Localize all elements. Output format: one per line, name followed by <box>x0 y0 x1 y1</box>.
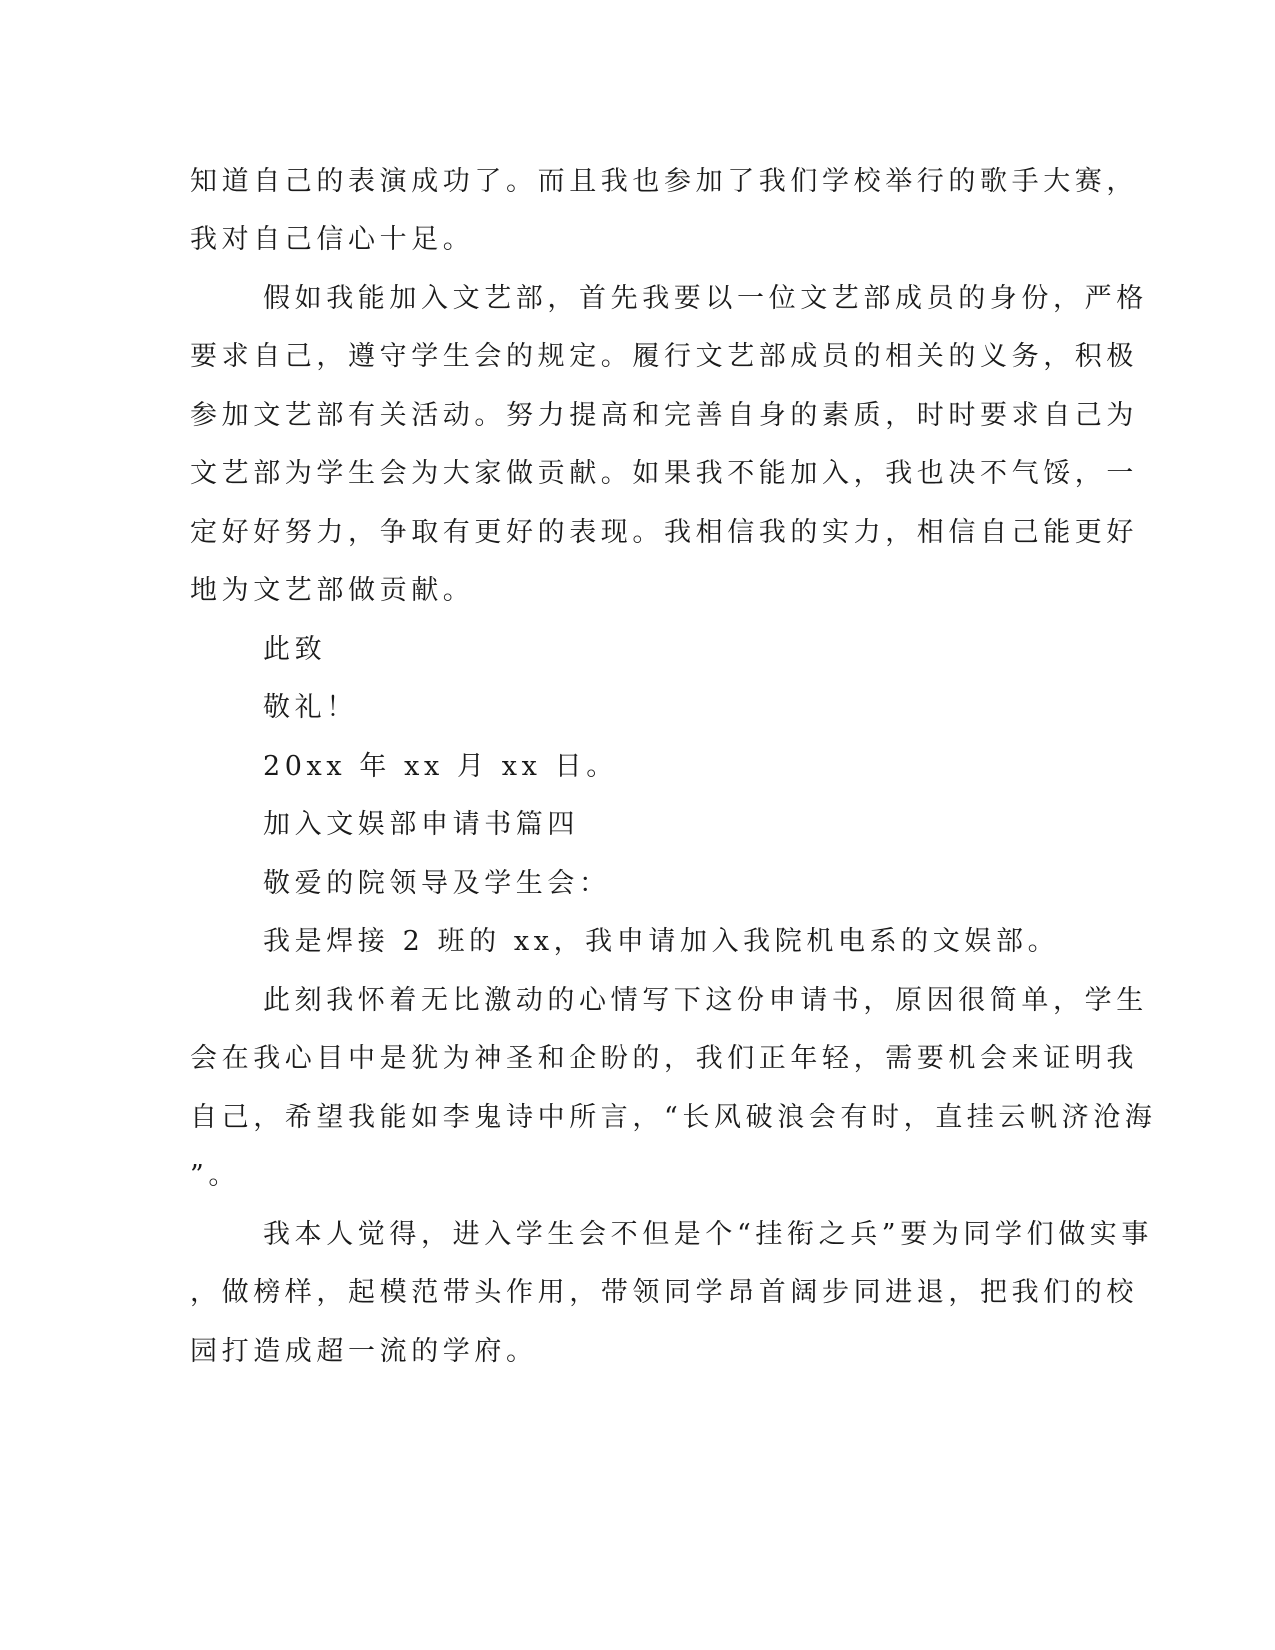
paragraph-start-line: 我是焊接 2 班的 xx，我申请加入我院机电系的文娱部。 <box>263 926 1060 957</box>
text-line: 地为文艺部做贡献。 <box>190 575 475 606</box>
text-line: 参加文艺部有关活动。努力提高和完善自身的素质，时时要求自己为 <box>190 400 1138 431</box>
text-line: 会在我心目中是犹为神圣和企盼的，我们正年轻，需要机会来证明我 <box>190 1043 1138 1074</box>
text-line: 我对自己信心十足。 <box>190 224 475 255</box>
closing-salutation: 此致 <box>263 634 327 665</box>
text-line: ，做榜样，起模范带头作用，带领同学昂首阔步同进退，把我们的校 <box>190 1277 1138 1308</box>
greeting-line: 敬爱的院领导及学生会： <box>263 868 611 899</box>
paragraph-start-line: 此刻我怀着无比激动的心情写下这份申请书，原因很简单，学生 <box>263 985 1148 1016</box>
text-line: 定好好努力，争取有更好的表现。我相信我的实力，相信自己能更好 <box>190 517 1138 548</box>
section-title: 加入文娱部申请书篇四 <box>263 809 579 840</box>
paragraph-start-line: 我本人觉得，进入学生会不但是个“挂衔之兵”要为同学们做实事 <box>263 1219 1154 1250</box>
closing-regards: 敬礼！ <box>263 692 358 723</box>
text-line: 知道自己的表演成功了。而且我也参加了我们学校举行的歌手大赛， <box>190 166 1138 197</box>
date-line: 20xx 年 xx 月 xx 日。 <box>263 751 618 782</box>
paragraph-start-line: 假如我能加入文艺部，首先我要以一位文艺部成员的身份，严格 <box>263 283 1148 314</box>
text-line: 文艺部为学生会为大家做贡献。如果我不能加入，我也决不气馁，一 <box>190 458 1138 489</box>
text-line: 自己，希望我能如李鬼诗中所言，“长风破浪会有时，直挂云帆济沧海 <box>190 1102 1157 1133</box>
text-line: 要求自己，遵守学生会的规定。履行文艺部成员的相关的义务，积极 <box>190 341 1138 372</box>
text-line: 园打造成超一流的学府。 <box>190 1336 538 1367</box>
text-line: ”。 <box>190 1160 241 1191</box>
